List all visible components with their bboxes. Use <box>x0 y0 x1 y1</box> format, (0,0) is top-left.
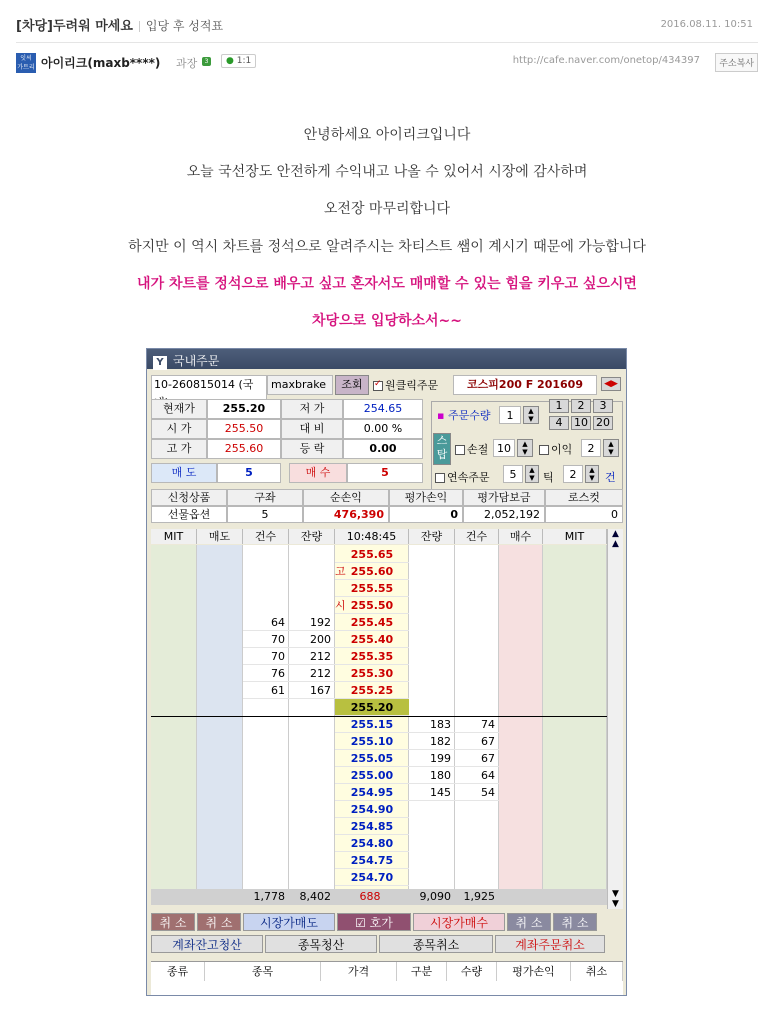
orders-column-header: 수량 <box>447 962 497 982</box>
cancel-sell-all-button[interactable]: 취 소 <box>197 913 241 931</box>
lookup-button[interactable]: 조회 <box>335 375 369 395</box>
author-bar <box>16 53 758 73</box>
price-cell: 255.40 <box>335 631 409 648</box>
divider <box>16 42 758 43</box>
scroll-up-icon[interactable]: ▲ ▲ <box>612 529 619 549</box>
quote-label: 등 락 <box>281 439 343 459</box>
qty-preset-button[interactable]: 3 <box>593 399 613 413</box>
sell-qty-cell: 212 <box>289 665 335 682</box>
price-cell: 255.25 <box>335 682 409 699</box>
post-title[interactable]: [차당]두려워 마세요 <box>16 19 133 34</box>
order-book-total <box>151 889 243 905</box>
tick-label: 틱 <box>543 471 554 484</box>
pos-header: 평가담보금 <box>463 489 545 506</box>
sell-qty-cell: 167 <box>289 682 335 699</box>
quote-label: 저 가 <box>281 399 343 419</box>
orders-column-header: 평가손익 <box>497 962 571 982</box>
order-book-column[interactable] <box>543 545 607 905</box>
price-cell: 255.30 <box>335 665 409 682</box>
user-field: maxbrake <box>267 375 333 395</box>
oneclick-toggle[interactable] <box>373 377 438 393</box>
buy-label: 매 수 <box>289 463 347 483</box>
window-title: 국내주문 <box>173 354 220 368</box>
pos-header: 구좌 <box>227 489 303 506</box>
quote-open: 255.50 <box>207 419 281 439</box>
quote-toggle[interactable]: ☑ 호가 <box>337 913 411 931</box>
order-book-column[interactable] <box>499 545 543 905</box>
orders-table-header <box>151 961 623 981</box>
divider <box>139 21 140 32</box>
sell-count-cell: 70 <box>243 648 289 665</box>
continuous-spinner-icon[interactable]: ▲ ▼ <box>525 465 539 483</box>
pos-header: 평가손익 <box>389 489 463 506</box>
author-rank: 과장 <box>176 57 198 70</box>
price-cell: 255.45 <box>335 614 409 631</box>
pos-value: 2,052,192 <box>463 506 545 523</box>
buy-count-cell: 54 <box>455 784 499 801</box>
cancel-sell-button[interactable]: 취 소 <box>151 913 195 931</box>
order-book-header: MIT <box>151 529 197 544</box>
checkbox-icon[interactable] <box>539 445 549 455</box>
takeprofit-input[interactable]: 2 <box>581 439 601 457</box>
qty-input[interactable]: 1 <box>499 406 521 424</box>
order-book-header: 잔량 <box>409 529 455 544</box>
checkbox-icon[interactable] <box>373 381 383 391</box>
level-badge: 3 <box>202 57 211 66</box>
cancel-buy-all-button[interactable]: 취 소 <box>553 913 597 931</box>
quote-label: 대 비 <box>281 419 343 439</box>
takeprofit-label: 이익 <box>551 443 573 456</box>
order-button-row <box>151 913 607 933</box>
buy-count: 5 <box>347 463 423 483</box>
sell-qty-cell: 192 <box>289 614 335 631</box>
pos-net-profit: 476,390 <box>303 506 389 523</box>
post-header <box>16 15 758 35</box>
price-cell: 254.80 <box>335 835 409 852</box>
pos-header: 순손익 <box>303 489 389 506</box>
chat-button[interactable] <box>221 54 256 68</box>
checkbox-icon[interactable] <box>435 473 445 483</box>
quote-change: 0.00 % <box>343 419 423 439</box>
scroll-down-icon[interactable]: ▼ ▼ <box>612 889 619 909</box>
pos-value: 5 <box>227 506 303 523</box>
pos-header: 신청상품 <box>151 489 227 506</box>
quote-label: 시 가 <box>151 419 207 439</box>
price-cell: 254.95 <box>335 784 409 801</box>
order-book-total: 8,402 <box>289 889 335 905</box>
price-cell: 255.60 <box>335 563 409 580</box>
body-line: 오전장 마무리합니다 <box>323 201 451 217</box>
order-book-header: 매도 <box>197 529 243 544</box>
sell-count-cell: 61 <box>243 682 289 699</box>
buy-count-cell: 64 <box>455 767 499 784</box>
qty-label: ▪ 주문수량 <box>437 409 491 422</box>
price-cell: 255.05 <box>335 750 409 767</box>
order-book-column[interactable] <box>243 545 289 905</box>
pos-value: 0 <box>389 506 463 523</box>
price-cell: 255.15 <box>335 716 409 733</box>
quote-label: 고 가 <box>151 439 207 459</box>
buy-count-cell: 67 <box>455 733 499 750</box>
sell-count-cell: 70 <box>243 631 289 648</box>
order-book-header: 건수 <box>455 529 499 544</box>
orders-column-header: 종목 <box>205 962 321 982</box>
order-book-header: 10:48:45 <box>335 529 409 544</box>
pos-header: 로스컷 <box>545 489 623 506</box>
price-cell: 254.85 <box>335 818 409 835</box>
checkbox-icon[interactable] <box>455 445 465 455</box>
order-book-total: 9,090 <box>409 889 455 905</box>
clear-symbol-button[interactable]: 종목청산 <box>265 935 377 953</box>
count-unit-label: 건 <box>605 471 616 484</box>
quote-low: 254.65 <box>343 399 423 419</box>
price-cell: 254.90 <box>335 801 409 818</box>
order-book-total <box>499 889 607 905</box>
order-book-column[interactable] <box>151 545 197 905</box>
order-window-screenshot <box>146 348 627 996</box>
price-cell: 255.55 <box>335 580 409 597</box>
account-field[interactable]: 10-260815014 (국 <box>151 375 267 413</box>
continuous-toggle[interactable] <box>435 469 490 485</box>
buy-count-cell: 67 <box>455 750 499 767</box>
oneclick-label: 원클릭주문 <box>385 379 439 392</box>
post-url[interactable]: http://cafe.naver.com/onetop/434397 <box>512 55 700 66</box>
quote-rise: 0.00 <box>343 439 423 459</box>
price-cell: 255.50 <box>335 597 409 614</box>
takeprofit-toggle[interactable] <box>539 441 572 457</box>
qty-preset-button[interactable]: 10 <box>571 416 591 430</box>
tick-input[interactable]: 2 <box>563 465 583 483</box>
order-book-header: 잔량 <box>289 529 335 544</box>
order-book-header: 매수 <box>499 529 543 544</box>
buy-qty-cell: 199 <box>409 750 455 767</box>
order-book-column[interactable] <box>289 545 335 905</box>
buy-count-cell: 74 <box>455 716 499 733</box>
stoploss-input[interactable]: 10 <box>493 439 515 457</box>
sell-count-cell: 76 <box>243 665 289 682</box>
price-marker: 시 <box>335 597 357 614</box>
quote-label: 현재가 <box>151 399 207 419</box>
market-sell-button[interactable]: 시장가매도 <box>243 913 335 931</box>
buy-qty-cell: 182 <box>409 733 455 750</box>
buy-qty-cell: 180 <box>409 767 455 784</box>
cancel-button-row <box>151 935 607 955</box>
order-book-header: MIT <box>543 529 607 544</box>
product-arrows-icon[interactable]: ◀▶ <box>601 377 621 391</box>
order-book-scrollbar[interactable] <box>607 529 623 909</box>
continuous-label: 연속주문 <box>447 471 490 484</box>
market-buy-button[interactable]: 시장가매수 <box>413 913 505 931</box>
orders-column-header: 구분 <box>397 962 447 982</box>
sell-qty-cell: 212 <box>289 648 335 665</box>
qty-preset-button[interactable]: 4 <box>549 416 569 430</box>
body-line-highlight: 차당으로 입당하소서~~ <box>311 313 463 329</box>
orders-table-body <box>151 981 623 996</box>
chat-label: 1:1 <box>236 56 252 66</box>
pos-value: 0 <box>545 506 623 523</box>
sell-count: 5 <box>217 463 281 483</box>
price-marker: 고 <box>335 563 357 580</box>
price-cell: 254.75 <box>335 852 409 869</box>
qty-preset-button[interactable]: 2 <box>571 399 591 413</box>
chat-icon: ● <box>226 56 234 66</box>
sell-label: 매 도 <box>151 463 217 483</box>
price-cell: 255.20 <box>335 699 409 716</box>
cancel-account-orders-button[interactable]: 계좌주문취소 <box>495 935 605 953</box>
copy-url-button[interactable]: 주소복사 <box>715 53 758 72</box>
buy-qty-cell: 145 <box>409 784 455 801</box>
body-line: 안녕하세요 아이리크입니다 <box>303 127 471 143</box>
body-line-highlight: 내가 차트를 정석으로 배우고 싶고 혼자서도 매매할 수 있는 힘을 키우고 싶으시면 <box>137 276 637 292</box>
sell-count-cell: 64 <box>243 614 289 631</box>
price-cell: 255.00 <box>335 767 409 784</box>
cancel-symbol-button[interactable]: 종목취소 <box>379 935 493 953</box>
post-date: 2016.08.11. 10:51 <box>660 19 753 30</box>
avatar[interactable]: 잇씨 가트리 <box>17 55 35 71</box>
author-name[interactable]: 아이리크(maxb****) <box>41 56 161 70</box>
stoploss-toggle[interactable] <box>455 441 488 457</box>
window-titlebar <box>147 349 626 369</box>
qty-preset-button[interactable]: 1 <box>549 399 569 413</box>
qty-spinner-icon[interactable]: ▲ ▼ <box>523 406 539 424</box>
cancel-buy-button[interactable]: 취 소 <box>507 913 551 931</box>
stoploss-label: 손절 <box>467 443 489 456</box>
price-cell: 254.70 <box>335 869 409 886</box>
quote-high: 255.60 <box>207 439 281 459</box>
product-field[interactable]: 코스피200 F 201609 <box>453 375 597 395</box>
app-icon: Y <box>153 356 167 370</box>
qty-preset-button[interactable]: 20 <box>593 416 613 430</box>
body-line: 하지만 이 역시 차트를 정석으로 알려주시는 차티스트 쌤이 계시기 때문에 가능합니다 <box>128 239 646 255</box>
continuous-input[interactable]: 5 <box>503 465 523 483</box>
orders-column-header: 가격 <box>321 962 397 982</box>
tick-spinner-icon[interactable]: ▲ ▼ <box>585 465 599 483</box>
order-book-header: 건수 <box>243 529 289 544</box>
buy-qty-cell: 183 <box>409 716 455 733</box>
price-cell: 255.65 <box>335 546 409 563</box>
stop-apply-button[interactable]: 스탑 <box>433 433 451 465</box>
post-category[interactable]: 입당 후 성적표 <box>145 19 224 33</box>
price-cell: 255.35 <box>335 648 409 665</box>
orders-column-header: 종류 <box>151 962 205 982</box>
pos-value: 선물옵션 <box>151 506 227 523</box>
price-cell: 255.10 <box>335 733 409 750</box>
takeprofit-spinner-icon[interactable]: ▲ ▼ <box>603 439 619 457</box>
order-book-column[interactable] <box>197 545 243 905</box>
quote-current: 255.20 <box>207 399 281 419</box>
clear-account-button[interactable]: 계좌잔고청산 <box>151 935 263 953</box>
sell-qty-cell: 200 <box>289 631 335 648</box>
order-book-total: 1,925 <box>455 889 499 905</box>
stoploss-spinner-icon[interactable]: ▲ ▼ <box>517 439 533 457</box>
orders-column-header: 취소 <box>571 962 623 982</box>
order-book-total: 688 <box>335 889 409 905</box>
order-book-total: 1,778 <box>243 889 289 905</box>
qty-label-text: 주문수량 <box>447 409 491 422</box>
body-line: 오늘 국선장도 안전하게 수익내고 나올 수 있어서 시장에 감사하며 <box>186 164 588 180</box>
